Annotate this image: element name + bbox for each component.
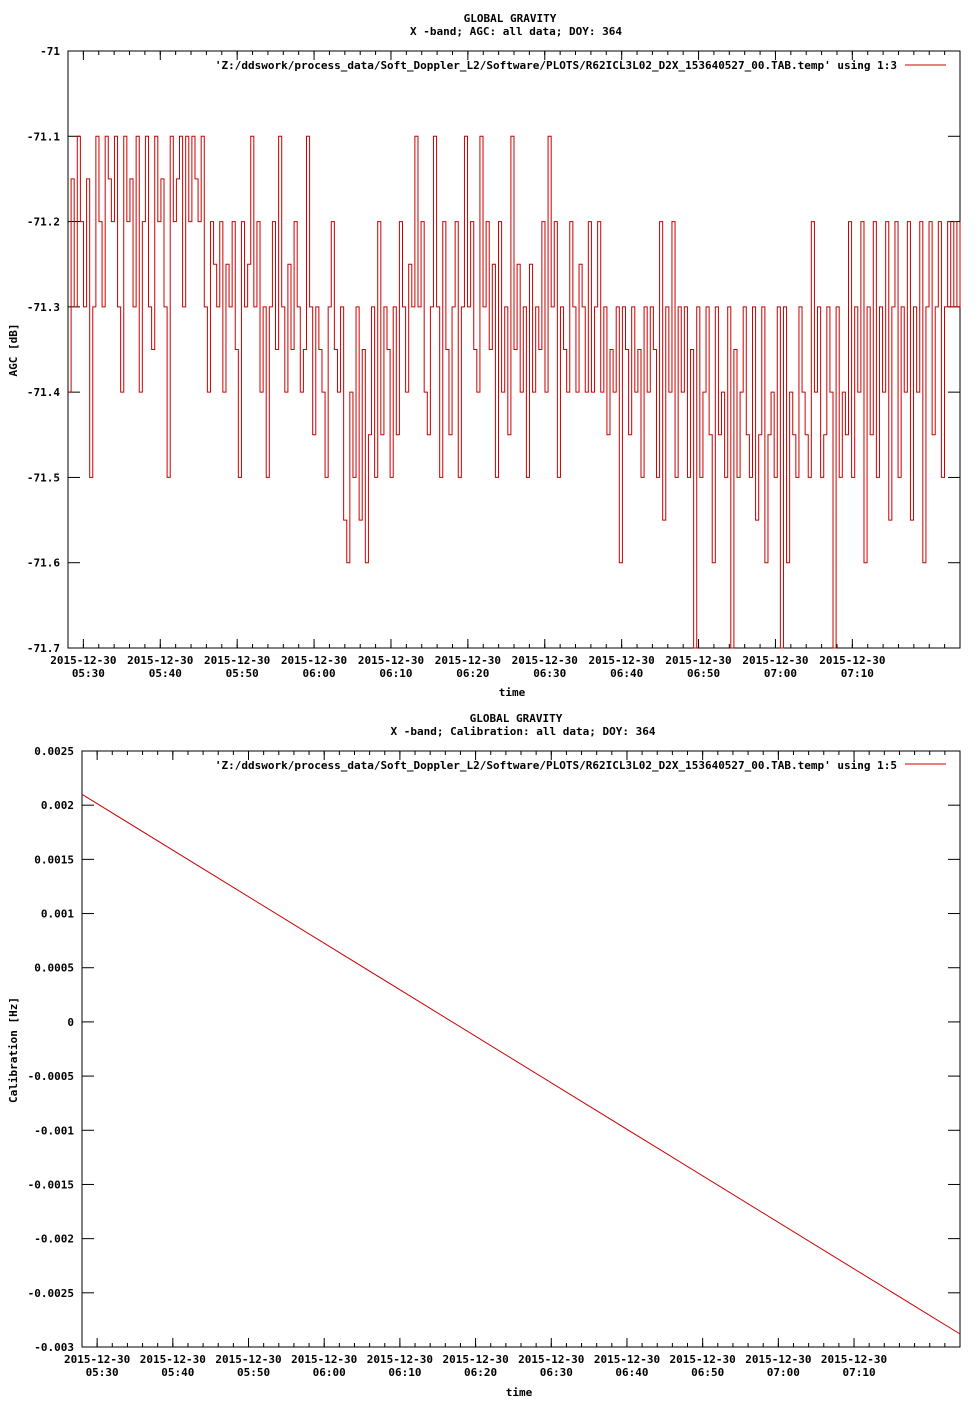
agc-chart-ytick-label: -71.6	[26, 556, 60, 570]
agc-chart-xtick-date-label: 2015-12-30	[434, 654, 501, 667]
agc-chart-xtick-date-label: 2015-12-30	[127, 654, 194, 667]
calibration-chart-ylabel: Calibration [Hz]	[7, 997, 20, 1103]
calibration-chart-xtick-time-label: 06:10	[388, 1366, 422, 1379]
calibration-chart-xtick-date-label: 2015-12-30	[366, 1353, 434, 1366]
agc-chart-xtick-time-label: 06:40	[610, 667, 644, 680]
agc-chart-xtick-date-label: 2015-12-30	[204, 654, 271, 667]
calibration-chart-xtick-time-label: 06:20	[464, 1366, 498, 1379]
calibration-chart-series-line	[82, 794, 960, 1334]
agc-chart-xtick-time-label: 06:10	[379, 667, 413, 680]
calibration-chart-subtitle: X -band; Calibration: all data; DOY: 364	[390, 725, 656, 738]
agc-chart-ytick-label: -71.3	[26, 300, 60, 314]
calibration-chart-xtick-time-label: 07:00	[766, 1366, 800, 1379]
calibration-chart-xtick-time-label: 05:40	[161, 1366, 195, 1379]
agc-chart-xlabel: time	[498, 686, 526, 699]
agc-chart-series-line	[68, 136, 960, 648]
calibration-chart-ytick-label: 0.002	[40, 799, 74, 813]
agc-chart-xtick-time-label: 07:00	[763, 667, 798, 680]
calibration-chart-xtick-time-label: 07:10	[842, 1366, 876, 1379]
agc-chart-xtick-time-label: 05:30	[71, 667, 105, 680]
calibration-chart-xtick-time-label: 05:50	[236, 1366, 271, 1379]
calibration-chart-ytick-label: 0.0015	[34, 853, 74, 867]
calibration-chart-ytick-label: -0.0005	[27, 1070, 74, 1084]
agc-chart-ytick-label: -71.2	[26, 215, 60, 229]
agc-chart-ytick-label: -71.5	[26, 471, 60, 485]
calibration-chart-xtick-date-label: 2015-12-30	[139, 1353, 206, 1366]
calibration-chart-ytick-label: -0.0015	[27, 1178, 74, 1192]
agc-chart-ytick-label: -71.4	[26, 386, 60, 400]
calibration-chart-frame	[82, 751, 960, 1347]
agc-chart-xtick-date-label: 2015-12-30	[819, 654, 886, 667]
agc-chart-subtitle: X -band; AGC: all data; DOY: 364	[410, 25, 622, 38]
calibration-chart-xtick-time-label: 06:50	[691, 1366, 725, 1379]
calibration-chart-ytick-label: -0.002	[34, 1232, 74, 1246]
calibration-chart-xtick-date-label: 2015-12-30	[442, 1353, 509, 1366]
calibration-chart-ytick-label: 0.001	[40, 907, 74, 921]
calibration-chart-xtick-time-label: 06:40	[615, 1366, 649, 1379]
calibration-chart-xtick-date-label: 2015-12-30	[291, 1353, 358, 1366]
agc-chart-xtick-time-label: 05:50	[225, 667, 259, 680]
calibration-chart-legend: 'Z:/ddswork/process_data/Soft_Doppler_L2/Software/PLOTS/R62ICL3L02_D2X_153640527_00.TAB.temp' using 1:5	[214, 759, 897, 772]
calibration-chart-ytick-label: -0.003	[34, 1341, 74, 1354]
agc-chart-xtick-date-label: 2015-12-30	[511, 654, 578, 667]
agc-chart-ytick-label: -71	[40, 45, 60, 58]
agc-chart-xtick-date-label: 2015-12-30	[357, 654, 425, 667]
calibration-chart-xtick-date-label: 2015-12-30	[820, 1353, 888, 1366]
agc-chart-xtick-date-label: 2015-12-30	[50, 654, 117, 667]
agc-chart-xtick-time-label: 05:40	[148, 667, 182, 680]
calibration-chart-ytick-label: -0.001	[34, 1124, 74, 1138]
agc-chart-legend: 'Z:/ddswork/process_data/Soft_Doppler_L2/Software/PLOTS/R62ICL3L02_D2X_153640527_00.TAB.temp' using 1:3	[214, 59, 897, 72]
calibration-chart-xtick-date-label: 2015-12-30	[215, 1353, 282, 1366]
agc-chart-xtick-time-label: 07:10	[840, 667, 874, 680]
calibration-chart-xtick-date-label: 2015-12-30	[745, 1353, 812, 1366]
agc-chart	[7, 12, 960, 699]
agc-chart-xtick-date-label: 2015-12-30	[588, 654, 655, 667]
agc-chart-xtick-time-label: 06:00	[302, 667, 336, 680]
calibration-chart-ytick-label: 0.0005	[34, 961, 74, 975]
calibration-chart-xtick-date-label: 2015-12-30	[518, 1353, 585, 1366]
calibration-chart-xtick-date-label: 2015-12-30	[64, 1353, 131, 1366]
calibration-chart-ytick-label: -0.0025	[27, 1286, 74, 1300]
agc-chart-xtick-time-label: 06:30	[533, 667, 567, 680]
agc-chart-ytick-label: -71.7	[26, 642, 60, 655]
calibration-chart-xtick-time-label: 06:30	[539, 1366, 573, 1379]
agc-chart-xtick-time-label: 06:50	[686, 667, 721, 680]
calibration-chart-ytick-label: 0.0025	[34, 745, 74, 758]
calibration-chart-xtick-date-label: 2015-12-30	[593, 1353, 661, 1366]
calibration-chart-xtick-time-label: 05:30	[85, 1366, 119, 1379]
calibration-chart-ytick-label: 0	[67, 1015, 74, 1029]
calibration-chart-xtick-time-label: 06:00	[312, 1366, 346, 1379]
calibration-chart-title: GLOBAL GRAVITY	[469, 712, 563, 725]
agc-chart-xtick-date-label: 2015-12-30	[742, 654, 809, 667]
agc-chart-xtick-date-label: 2015-12-30	[665, 654, 732, 667]
calibration-chart-xlabel: time	[505, 1386, 533, 1399]
agc-chart-ylabel: AGC [dB]	[7, 323, 20, 377]
agc-chart-ytick-label: -71.1	[26, 130, 60, 144]
agc-chart-title: GLOBAL GRAVITY	[463, 12, 557, 25]
calibration-chart-xtick-date-label: 2015-12-30	[669, 1353, 736, 1366]
agc-chart-xtick-date-label: 2015-12-30	[280, 654, 348, 667]
calibration-chart	[7, 712, 960, 1399]
agc-chart-xtick-time-label: 06:20	[456, 667, 490, 680]
